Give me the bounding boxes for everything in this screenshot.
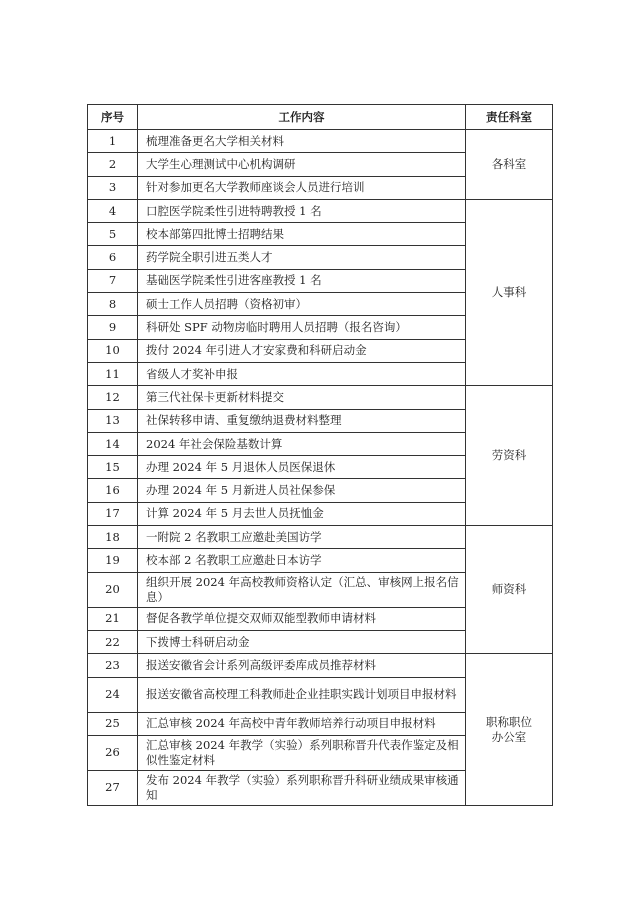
header-dept: 责任科室 — [466, 105, 553, 130]
row-num: 23 — [88, 654, 138, 677]
row-content: 发布 2024 年教学（实验）系列职称晋升科研业绩成果审核通知 — [138, 770, 466, 805]
row-content: 社保转移申请、重复缴纳退费材料整理 — [138, 409, 466, 432]
row-num: 3 — [88, 176, 138, 199]
row-num: 21 — [88, 607, 138, 630]
row-content: 办理 2024 年 5 月新进人员社保参保 — [138, 479, 466, 502]
row-num: 1 — [88, 130, 138, 153]
dept-cell: 师资科 — [466, 526, 553, 654]
row-num: 11 — [88, 362, 138, 385]
row-num: 19 — [88, 549, 138, 572]
row-num: 4 — [88, 199, 138, 222]
row-content: 大学生心理测试中心机构调研 — [138, 153, 466, 176]
row-content: 报送安徽省会计系列高级评委库成员推荐材料 — [138, 654, 466, 677]
row-num: 2 — [88, 153, 138, 176]
row-num: 13 — [88, 409, 138, 432]
dept-cell: 职称职位办公室 — [466, 654, 553, 806]
header-num: 序号 — [88, 105, 138, 130]
row-num: 18 — [88, 526, 138, 549]
table-row — [88, 199, 553, 222]
row-content: 办理 2024 年 5 月退休人员医保退休 — [138, 456, 466, 479]
dept-cell: 劳资科 — [466, 386, 553, 526]
work-table — [87, 104, 553, 806]
row-content: 基础医学院柔性引进客座教授 1 名 — [138, 269, 466, 292]
row-num: 24 — [88, 677, 138, 712]
row-content: 汇总审核 2024 年高校中青年教师培养行动项目申报材料 — [138, 712, 466, 735]
row-num: 26 — [88, 735, 138, 770]
row-content: 口腔医学院柔性引进特聘教授 1 名 — [138, 199, 466, 222]
row-num: 17 — [88, 502, 138, 525]
row-content: 计算 2024 年 5 月去世人员抚恤金 — [138, 502, 466, 525]
row-num: 20 — [88, 572, 138, 607]
table-row — [88, 654, 553, 677]
row-num: 27 — [88, 770, 138, 805]
row-content: 针对参加更名大学教师座谈会人员进行培训 — [138, 176, 466, 199]
row-content: 校本部 2 名教职工应邀赴日本访学 — [138, 549, 466, 572]
row-content: 校本部第四批博士招聘结果 — [138, 223, 466, 246]
row-num: 9 — [88, 316, 138, 339]
row-content: 督促各教学单位提交双师双能型教师申请材料 — [138, 607, 466, 630]
row-content: 科研处 SPF 动物房临时聘用人员招聘（报名咨询） — [138, 316, 466, 339]
row-content: 下拨博士科研启动金 — [138, 630, 466, 653]
table-row — [88, 130, 553, 153]
row-num: 8 — [88, 293, 138, 316]
row-num: 25 — [88, 712, 138, 735]
row-content: 2024 年社会保险基数计算 — [138, 432, 466, 455]
table-row — [88, 386, 553, 409]
row-num: 22 — [88, 630, 138, 653]
row-content: 硕士工作人员招聘（资格初审） — [138, 293, 466, 316]
row-num: 5 — [88, 223, 138, 246]
row-content: 汇总审核 2024 年教学（实验）系列职称晋升代表作鉴定及相似性鉴定材料 — [138, 735, 466, 770]
dept-cell: 人事科 — [466, 199, 553, 385]
row-content: 梳理准备更名大学相关材料 — [138, 130, 466, 153]
row-content: 组织开展 2024 年高校教师资格认定（汇总、审核网上报名信息） — [138, 572, 466, 607]
row-num: 6 — [88, 246, 138, 269]
row-content: 省级人才奖补申报 — [138, 362, 466, 385]
row-content: 报送安徽省高校理工科教师赴企业挂职实践计划项目申报材料 — [138, 677, 466, 712]
row-content: 第三代社保卡更新材料提交 — [138, 386, 466, 409]
dept-cell: 各科室 — [466, 130, 553, 200]
row-num: 16 — [88, 479, 138, 502]
row-num: 7 — [88, 269, 138, 292]
row-content: 药学院全职引进五类人才 — [138, 246, 466, 269]
table-row — [88, 526, 553, 549]
row-num: 15 — [88, 456, 138, 479]
row-num: 12 — [88, 386, 138, 409]
row-num: 10 — [88, 339, 138, 362]
row-content: 一附院 2 名教职工应邀赴美国访学 — [138, 526, 466, 549]
row-content: 拨付 2024 年引进人才安家费和科研启动金 — [138, 339, 466, 362]
table-header-row — [88, 105, 553, 130]
header-content: 工作内容 — [138, 105, 466, 130]
row-num: 14 — [88, 432, 138, 455]
